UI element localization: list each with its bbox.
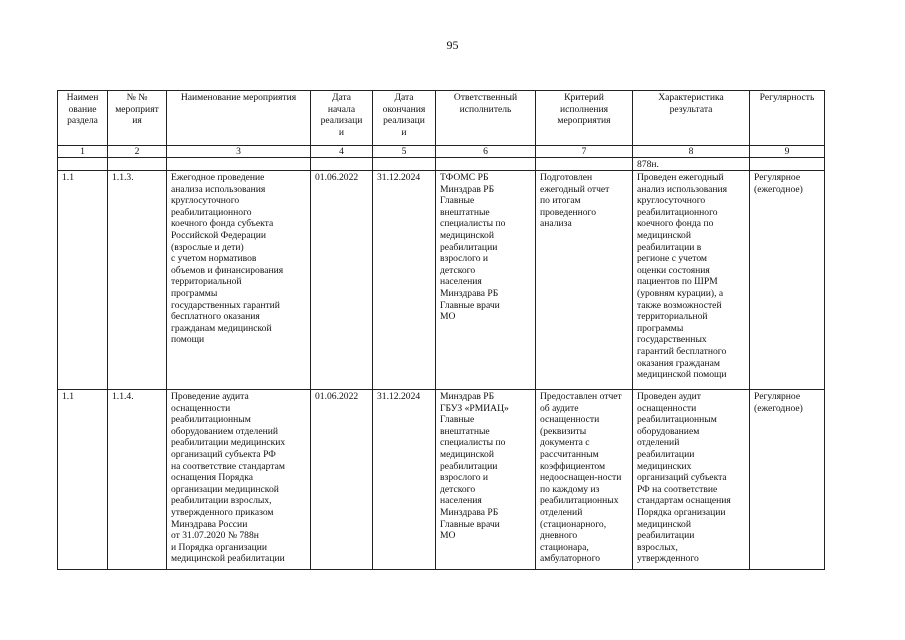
column-number: 8 bbox=[633, 146, 750, 158]
column-number: 3 bbox=[167, 146, 311, 158]
activity-name-cell: Проведение аудита оснащенности реабилитационным оборудованием отделений реабилитации медицинских организаций субъекта РФ на соответствие стандартам оснащения Порядка организации медицинской реабилитации взрослых, утвержденного приказом Минздрава России от 31.07.2020 № 788н и Порядка организации медицинской реабилитации bbox=[167, 390, 311, 570]
end-date-cell: 31.12.2024 bbox=[373, 171, 436, 390]
continued-result-text: 878н. bbox=[633, 158, 750, 171]
column-number: 7 bbox=[536, 146, 633, 158]
header-end-date: Дата окончания реализаци и bbox=[373, 91, 436, 146]
header-section-name: Наимен ование раздела bbox=[58, 91, 108, 146]
table-cell bbox=[167, 158, 311, 171]
table-cell bbox=[373, 158, 436, 171]
responsible-cell: Минздрав РБ ГБУЗ «РМИАЦ» Главные внештатные специалисты по медицинской реабилитации взрослого и детского населения Минздрава РБ Главные врачи МО bbox=[436, 390, 536, 570]
column-number: 5 bbox=[373, 146, 436, 158]
activity-number-cell: 1.1.3. bbox=[108, 171, 167, 390]
column-number: 1 bbox=[58, 146, 108, 158]
activity-name-cell: Ежегодное проведение анализа использования круглосуточного реабилитационного коечного фонда субъекта Российской Федерации (взрослые и дети) с учетом нормативов объемов и финансирования территориальной программы государственных гарантий бесплатного оказания гражданам медицинской помощи bbox=[167, 171, 311, 390]
table-cell bbox=[536, 158, 633, 171]
start-date-cell: 01.06.2022 bbox=[311, 171, 373, 390]
header-start-date: Дата начала реализаци и bbox=[311, 91, 373, 146]
start-date-cell: 01.06.2022 bbox=[311, 390, 373, 570]
header-activity-number: № № мероприят ия bbox=[108, 91, 167, 146]
table-cell bbox=[58, 158, 108, 171]
regularity-cell: Регулярное (ежегодное) bbox=[750, 171, 825, 390]
header-result: Характеристика результата bbox=[633, 91, 750, 146]
column-number: 9 bbox=[750, 146, 825, 158]
end-date-cell: 31.12.2024 bbox=[373, 390, 436, 570]
table-cell bbox=[750, 158, 825, 171]
responsible-cell: ТФОМС РБ Минздрав РБ Главные внештатные специалисты по медицинской реабилитации взрослого и детского населения Минздрава РБ Главные врачи МО bbox=[436, 171, 536, 390]
table-cell bbox=[311, 158, 373, 171]
page-number: 95 bbox=[446, 38, 459, 52]
section-cell: 1.1 bbox=[58, 171, 108, 390]
table-cell bbox=[108, 158, 167, 171]
column-number: 6 bbox=[436, 146, 536, 158]
column-number: 2 bbox=[108, 146, 167, 158]
result-cell: Проведен аудит оснащенности реабилитационным оборудованием отделений реабилитации медицинских организаций субъекта РФ на соответствие стандартам оснащения Порядка организации медицинской реабилитации взрослых, утвержденного bbox=[633, 390, 750, 570]
activities-table bbox=[57, 90, 825, 570]
regularity-cell: Регулярное (ежегодное) bbox=[750, 390, 825, 570]
header-regularity: Регулярность bbox=[750, 91, 825, 146]
criterion-cell: Предоставлен отчет об аудите оснащенности (реквизиты документа с рассчитанным коэффициентом недооснащен-ности по каждому из реабилитационных отделений (стационарного, дневного стационара, амбулаторного bbox=[536, 390, 633, 570]
activity-number-cell: 1.1.4. bbox=[108, 390, 167, 570]
header-criterion: Критерий исполнения мероприятия bbox=[536, 91, 633, 146]
section-cell: 1.1 bbox=[58, 390, 108, 570]
result-cell: Проведен ежегодный анализ использования круглосуточного реабилитационного коечного фонда по медицинской реабилитации в регионе с учетом оценки состояния пациентов по ШРМ (уровням курации), а также возможностей территориальной программы государственных гарантий бесплатного оказания гражданам медицинской помощи bbox=[633, 171, 750, 390]
continuation-row bbox=[58, 158, 825, 171]
table-cell bbox=[436, 158, 536, 171]
column-number-row bbox=[58, 146, 825, 158]
header-responsible: Ответственный исполнитель bbox=[436, 91, 536, 146]
header-activity-name: Наименование мероприятия bbox=[167, 91, 311, 146]
column-number: 4 bbox=[311, 146, 373, 158]
table-row bbox=[58, 390, 825, 570]
criterion-cell: Подготовлен ежегодный отчет по итогам проведенного анализа bbox=[536, 171, 633, 390]
table-row bbox=[58, 171, 825, 390]
header-row bbox=[58, 91, 825, 146]
